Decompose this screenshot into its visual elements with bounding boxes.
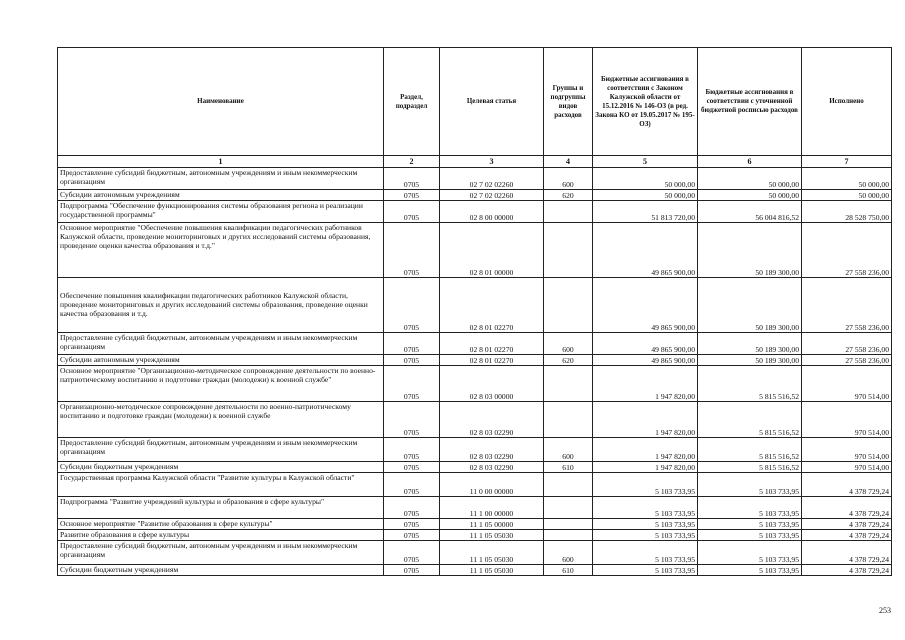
header-group: Группы и подгруппы видов расходов xyxy=(544,48,593,156)
row-group: 600 xyxy=(544,438,593,462)
row-law-amount: 1 947 820,00 xyxy=(593,366,698,402)
row-name: Субсидии автономным учреждениям xyxy=(58,355,384,366)
row-refined-amount: 5 815 516,52 xyxy=(698,462,802,473)
row-law-amount: 50 000,00 xyxy=(593,168,698,190)
row-name: Предоставление субсидий бюджетным, автономным учреждениям и иным некоммерческим организациям xyxy=(58,438,384,462)
table-row xyxy=(58,462,892,473)
row-executed-amount: 970 514,00 xyxy=(802,402,892,438)
row-law-amount: 49 865 900,00 xyxy=(593,355,698,366)
column-number: 4 xyxy=(544,156,593,168)
row-refined-amount: 5 103 733,95 xyxy=(698,519,802,530)
column-number: 7 xyxy=(802,156,892,168)
row-section: 0705 xyxy=(384,462,440,473)
header-executed: Исполнено xyxy=(802,48,892,156)
table-row xyxy=(58,201,892,223)
row-section: 0705 xyxy=(384,541,440,565)
row-section: 0705 xyxy=(384,438,440,462)
row-target: 02 8 01 00000 xyxy=(440,223,544,278)
row-executed-amount: 28 528 750,00 xyxy=(802,201,892,223)
row-section: 0705 xyxy=(384,333,440,355)
row-refined-amount: 50 000,00 xyxy=(698,168,802,190)
row-executed-amount: 4 378 729,24 xyxy=(802,519,892,530)
row-target: 02 8 03 00000 xyxy=(440,366,544,402)
row-refined-amount: 50 189 300,00 xyxy=(698,278,802,333)
row-name: Основное мероприятие "Организационно-методическое сопровождение деятельности по военно-патриотическому воспитанию и подготовке граждан (молодежи) к военной службе" xyxy=(58,366,384,402)
table-row xyxy=(58,565,892,576)
header-name: Наименование xyxy=(58,48,384,156)
row-name: Предоставление субсидий бюджетным, автономным учреждениям и иным некоммерческим организациям xyxy=(58,333,384,355)
row-target: 11 1 05 05030 xyxy=(440,541,544,565)
row-name: Организационно-методическое сопровождение деятельности по военно-патриотическому воспитанию и подготовке граждан (молодежи) к военной службе xyxy=(58,402,384,438)
row-law-amount: 49 865 900,00 xyxy=(593,223,698,278)
row-section: 0705 xyxy=(384,355,440,366)
row-name: Обеспечение повышения квалификации педагогических работников Калужской области, проведение мониторинговых и других исследований системы образования, проведение оценки качества образования и т.д. xyxy=(58,278,384,333)
row-section: 0705 xyxy=(384,201,440,223)
header-target: Целевая статья xyxy=(440,48,544,156)
row-group: 620 xyxy=(544,355,593,366)
row-target: 02 8 00 00000 xyxy=(440,201,544,223)
row-target: 11 1 00 00000 xyxy=(440,497,544,519)
row-refined-amount: 5 103 733,95 xyxy=(698,530,802,541)
row-law-amount: 1 947 820,00 xyxy=(593,402,698,438)
row-group xyxy=(544,530,593,541)
row-law-amount: 5 103 733,95 xyxy=(593,565,698,576)
row-name: Государственная программа Калужской области "Развитие культуры в Калужской области" xyxy=(58,473,384,497)
row-name: Основное мероприятие "Обеспечение повышения квалификации педагогических работников Калужской области, проведение мониторинговых и других исследований системы образования, проведение оценки качества образования и т.д." xyxy=(58,223,384,278)
row-law-amount: 50 000,00 xyxy=(593,190,698,201)
table-row xyxy=(58,473,892,497)
row-refined-amount: 5 103 733,95 xyxy=(698,565,802,576)
row-executed-amount: 970 514,00 xyxy=(802,366,892,402)
row-section: 0705 xyxy=(384,223,440,278)
row-name: Основное мероприятие "Развитие образования в сфере культуры" xyxy=(58,519,384,530)
row-target: 02 8 03 02290 xyxy=(440,402,544,438)
column-number: 2 xyxy=(384,156,440,168)
row-section: 0705 xyxy=(384,278,440,333)
row-executed-amount: 27 558 236,00 xyxy=(802,278,892,333)
row-target: 02 7 02 02260 xyxy=(440,168,544,190)
header-row xyxy=(58,48,892,156)
table-row xyxy=(58,366,892,402)
table-row xyxy=(58,278,892,333)
row-law-amount: 1 947 820,00 xyxy=(593,462,698,473)
row-group: 620 xyxy=(544,190,593,201)
row-section: 0705 xyxy=(384,473,440,497)
budget-sheet xyxy=(57,47,891,576)
header-law: Бюджетные ассигнования в соответствии с Законом Калужской области от 15.12.2016 № 146-ОЗ (в ред. Закона КО от 19.05.2017 № 195-ОЗ) xyxy=(593,48,698,156)
header-section: Раздел, подраздел xyxy=(384,48,440,156)
row-executed-amount: 50 000,00 xyxy=(802,168,892,190)
row-group: 600 xyxy=(544,541,593,565)
row-target: 11 0 00 00000 xyxy=(440,473,544,497)
row-section: 0705 xyxy=(384,402,440,438)
row-group: 610 xyxy=(544,565,593,576)
row-name: Предоставление субсидий бюджетным, автономным учреждениям и иным некоммерческим организациям xyxy=(58,168,384,190)
table-row xyxy=(58,190,892,201)
table-row xyxy=(58,541,892,565)
row-group xyxy=(544,201,593,223)
row-name: Предоставление субсидий бюджетным, автономным учреждениям и иным некоммерческим организациям xyxy=(58,541,384,565)
table-row xyxy=(58,530,892,541)
row-group xyxy=(544,402,593,438)
row-executed-amount: 27 558 236,00 xyxy=(802,223,892,278)
row-refined-amount: 56 004 816,52 xyxy=(698,201,802,223)
row-section: 0705 xyxy=(384,497,440,519)
row-group xyxy=(544,278,593,333)
row-law-amount: 49 865 900,00 xyxy=(593,278,698,333)
row-name: Подпрограмма "Развитие учреждений культуры и образования в сфере культуры" xyxy=(58,497,384,519)
row-section: 0705 xyxy=(384,190,440,201)
row-target: 02 8 01 02270 xyxy=(440,355,544,366)
row-executed-amount: 4 378 729,24 xyxy=(802,565,892,576)
table-row xyxy=(58,519,892,530)
row-executed-amount: 970 514,00 xyxy=(802,462,892,473)
column-number: 1 xyxy=(58,156,384,168)
column-number: 6 xyxy=(698,156,802,168)
row-section: 0705 xyxy=(384,519,440,530)
row-section: 0705 xyxy=(384,168,440,190)
row-target: 02 7 02 02260 xyxy=(440,190,544,201)
column-number-row xyxy=(58,156,892,168)
row-section: 0705 xyxy=(384,366,440,402)
row-name: Развитие образования в сфере культуры xyxy=(58,530,384,541)
row-refined-amount: 5 103 733,95 xyxy=(698,541,802,565)
table-row xyxy=(58,223,892,278)
table-row xyxy=(58,168,892,190)
row-name: Субсидии бюджетным учреждениям xyxy=(58,462,384,473)
row-law-amount: 5 103 733,95 xyxy=(593,473,698,497)
column-number: 3 xyxy=(440,156,544,168)
row-refined-amount: 50 000,00 xyxy=(698,190,802,201)
row-group: 610 xyxy=(544,462,593,473)
row-name: Подпрограмма "Обеспечение функционирования системы образования региона и реализации государственной программы" xyxy=(58,201,384,223)
row-executed-amount: 4 378 729,24 xyxy=(802,530,892,541)
row-group xyxy=(544,519,593,530)
row-refined-amount: 5 815 516,52 xyxy=(698,438,802,462)
budget-table xyxy=(57,47,892,576)
column-number: 5 xyxy=(593,156,698,168)
row-law-amount: 5 103 733,95 xyxy=(593,519,698,530)
row-target: 02 8 01 02270 xyxy=(440,278,544,333)
row-name: Субсидии автономным учреждениям xyxy=(58,190,384,201)
row-target: 11 1 05 00000 xyxy=(440,519,544,530)
table-row xyxy=(58,402,892,438)
table-row xyxy=(58,355,892,366)
table-row xyxy=(58,333,892,355)
row-law-amount: 5 103 733,95 xyxy=(593,530,698,541)
row-law-amount: 49 865 900,00 xyxy=(593,333,698,355)
row-refined-amount: 50 189 300,00 xyxy=(698,333,802,355)
row-refined-amount: 5 103 733,95 xyxy=(698,497,802,519)
row-executed-amount: 4 378 729,24 xyxy=(802,473,892,497)
row-target: 02 8 03 02290 xyxy=(440,462,544,473)
row-group xyxy=(544,223,593,278)
row-target: 02 8 01 02270 xyxy=(440,333,544,355)
row-name: Субсидии бюджетным учреждениям xyxy=(58,565,384,576)
row-refined-amount: 50 189 300,00 xyxy=(698,355,802,366)
row-executed-amount: 50 000,00 xyxy=(802,190,892,201)
row-section: 0705 xyxy=(384,565,440,576)
row-law-amount: 1 947 820,00 xyxy=(593,438,698,462)
row-target: 11 1 05 05030 xyxy=(440,530,544,541)
row-target: 02 8 03 02290 xyxy=(440,438,544,462)
row-group xyxy=(544,497,593,519)
row-group: 600 xyxy=(544,333,593,355)
row-executed-amount: 27 558 236,00 xyxy=(802,355,892,366)
row-group xyxy=(544,366,593,402)
row-executed-amount: 4 378 729,24 xyxy=(802,541,892,565)
row-executed-amount: 4 378 729,24 xyxy=(802,497,892,519)
header-refined: Бюджетные ассигнования в соответствии с уточненной бюджетной росписью расходов xyxy=(698,48,802,156)
table-row xyxy=(58,497,892,519)
row-law-amount: 5 103 733,95 xyxy=(593,497,698,519)
row-executed-amount: 27 558 236,00 xyxy=(802,333,892,355)
row-refined-amount: 5 815 516,52 xyxy=(698,402,802,438)
page-number: 253 xyxy=(879,606,891,615)
row-executed-amount: 970 514,00 xyxy=(802,438,892,462)
row-law-amount: 51 813 720,00 xyxy=(593,201,698,223)
row-law-amount: 5 103 733,95 xyxy=(593,541,698,565)
row-refined-amount: 5 103 733,95 xyxy=(698,473,802,497)
row-refined-amount: 5 815 516,52 xyxy=(698,366,802,402)
row-section: 0705 xyxy=(384,530,440,541)
row-group xyxy=(544,473,593,497)
row-group: 600 xyxy=(544,168,593,190)
table-row xyxy=(58,438,892,462)
row-target: 11 1 05 05030 xyxy=(440,565,544,576)
row-refined-amount: 50 189 300,00 xyxy=(698,223,802,278)
